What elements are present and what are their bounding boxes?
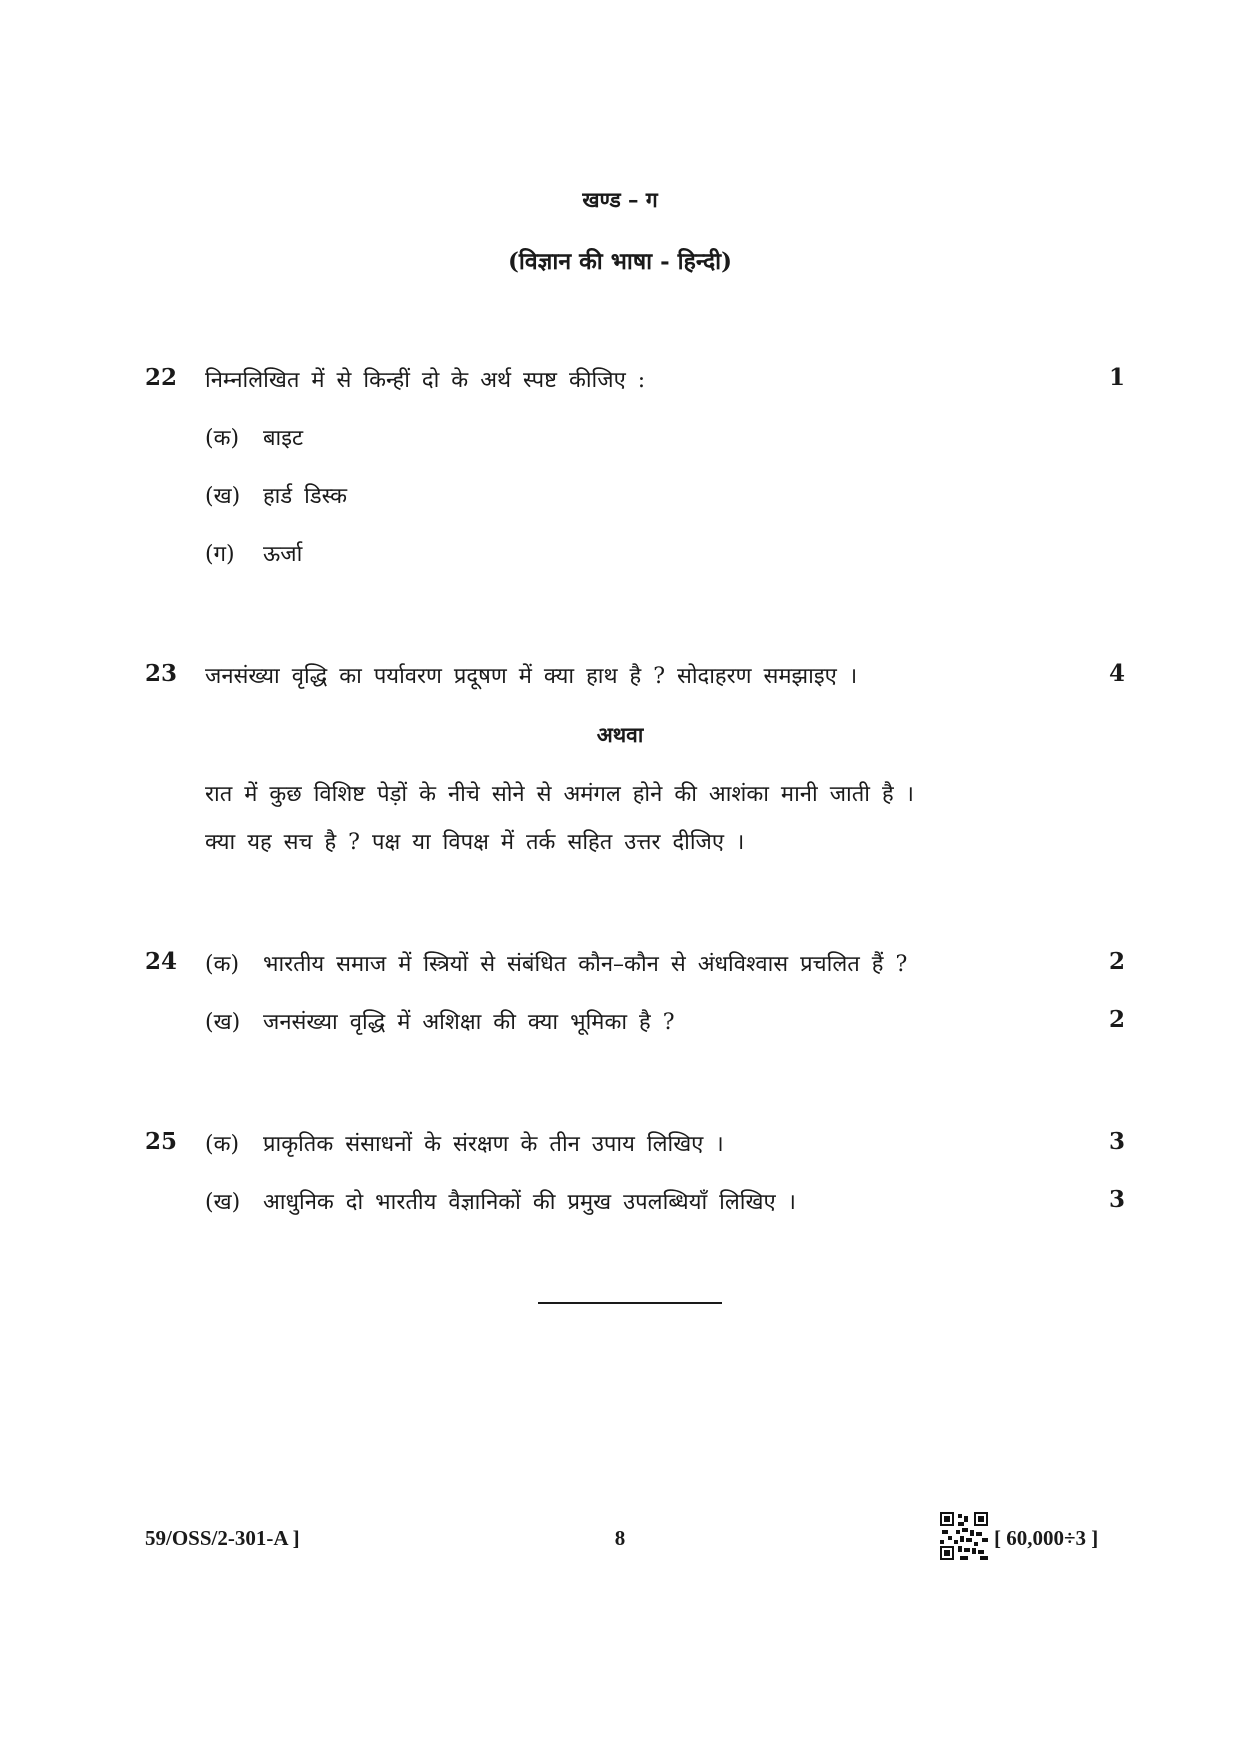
section-title: खण्ड – ग — [582, 187, 658, 212]
part-text: प्राकृतिक संसाधनों के संरक्षण के तीन उपाय लिखिए । — [263, 1132, 724, 1157]
part-label: (ख) — [205, 1010, 241, 1035]
question-25-number: 25 — [145, 1128, 178, 1155]
option-label: (क) — [205, 426, 240, 451]
paper-code: 59/OSS/2-301-A ] — [145, 1526, 300, 1550]
question-24-part-kha-marks: 2 — [1108, 1006, 1125, 1033]
question-24-part-ka-marks: 2 — [1108, 948, 1125, 975]
question-22-option-ka — [205, 422, 303, 452]
question-22-option-kha — [205, 480, 347, 510]
option-label: (ख) — [205, 484, 241, 509]
question-23-number: 23 — [145, 660, 178, 687]
part-text: भारतीय समाज में स्त्रियों से संबंधित कौन–कौन से अंधविश्वास प्रचलित हैं ? — [263, 952, 908, 977]
page-number: 8 — [614, 1526, 626, 1550]
question-23-alt-line-1: रात में कुछ विशिष्ट पेड़ों के नीचे सोने से अमंगल होने की आशंका मानी जाती है । — [205, 782, 914, 807]
part-label: (क) — [205, 952, 240, 977]
question-25-part-kha-marks: 3 — [1108, 1186, 1125, 1213]
part-label: (ख) — [205, 1190, 241, 1215]
question-23-text: जनसंख्या वृद्धि का पर्यावरण प्रदूषण में क्या हाथ है ? सोदाहरण समझाइए । — [205, 664, 858, 689]
question-23-marks: 4 — [1108, 660, 1125, 687]
question-23-alt-line-2: क्या यह सच है ? पक्ष या विपक्ष में तर्क सहित उत्तर दीजिए । — [205, 830, 745, 855]
option-label: (ग) — [205, 542, 235, 567]
part-text: आधुनिक दो भारतीय वैज्ञानिकों की प्रमुख उपलब्धियाँ लिखिए । — [263, 1190, 796, 1215]
question-24-number: 24 — [145, 948, 178, 975]
option-text: बाइट — [263, 426, 304, 451]
qr-code-icon — [940, 1512, 988, 1560]
option-text: हार्ड डिस्क — [263, 484, 348, 509]
end-divider — [538, 1302, 722, 1304]
question-24-part-ka — [205, 948, 907, 978]
or-label: अथवा — [596, 722, 644, 747]
question-22-text: निम्नलिखित में से किन्हीं दो के अर्थ स्पष्ट कीजिए : — [205, 368, 646, 393]
question-25-part-ka-marks: 3 — [1108, 1128, 1125, 1155]
question-22-number: 22 — [145, 364, 178, 391]
question-24-part-kha — [205, 1006, 675, 1036]
part-text: जनसंख्या वृद्धि में अशिक्षा की क्या भूमिका है ? — [263, 1010, 675, 1035]
question-25-part-ka — [205, 1128, 724, 1158]
part-label: (क) — [205, 1132, 240, 1157]
section-subtitle: (विज्ञान की भाषा - हिन्दी) — [508, 248, 732, 275]
question-22-option-ga — [205, 538, 302, 568]
print-info: [ 60,000÷3 ] — [994, 1526, 1099, 1550]
question-22-marks: 1 — [1108, 364, 1125, 391]
option-text: ऊर्जा — [263, 542, 303, 567]
question-25-part-kha — [205, 1186, 796, 1216]
